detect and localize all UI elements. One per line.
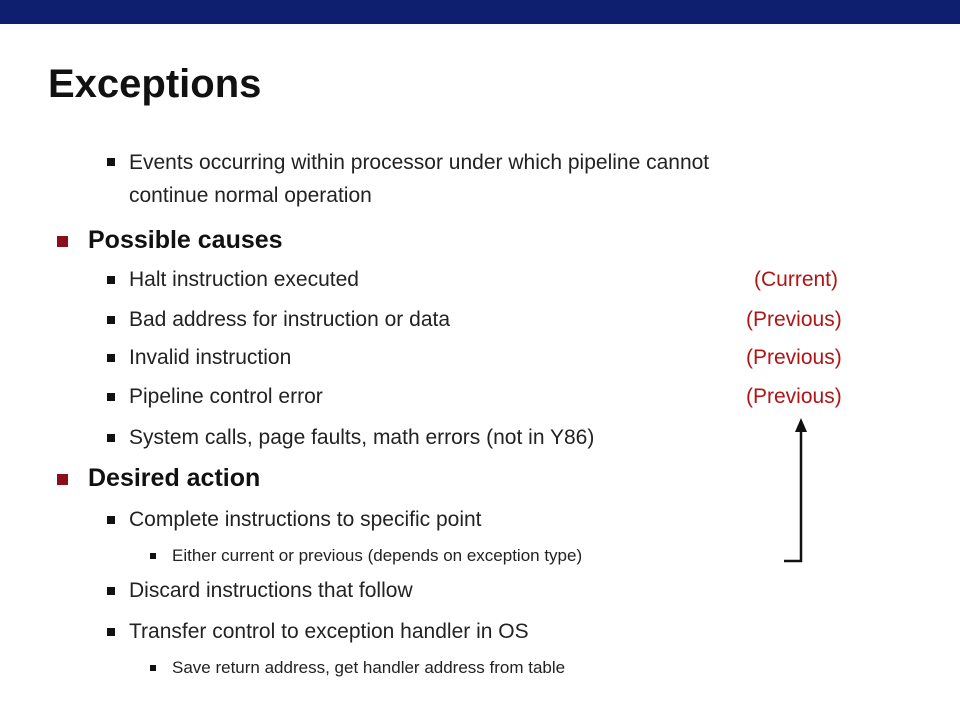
action-subitem-current-previous: Either current or previous (depends on exception type) (172, 546, 583, 565)
square-bullet-icon (107, 516, 115, 524)
slide-title: Exceptions (48, 62, 262, 106)
small-square-bullet-icon (150, 665, 156, 671)
square-bullet-icon (107, 628, 115, 636)
action-item-complete: Complete instructions to specific point (129, 508, 482, 531)
square-bullet-icon (107, 354, 115, 362)
red-square-bullet-icon (57, 474, 68, 485)
cause-tag: (Current) (754, 268, 839, 291)
up-arrow-icon (770, 410, 830, 570)
square-bullet-icon (107, 393, 115, 401)
arrow-head (795, 418, 807, 432)
square-bullet-icon (107, 316, 115, 324)
square-bullet-icon (107, 587, 115, 595)
cause-tag: (Previous) (746, 346, 842, 369)
cause-item: Pipeline control error (129, 385, 323, 408)
red-square-bullet-icon (57, 236, 68, 247)
cause-tag: (Previous) (746, 308, 842, 331)
small-square-bullet-icon (150, 553, 156, 559)
intro-line-2: continue normal operation (129, 184, 372, 207)
action-item-discard: Discard instructions that follow (129, 579, 413, 602)
cause-item: Invalid instruction (129, 346, 292, 369)
action-heading: Desired action (88, 464, 261, 492)
cause-tag: (Previous) (746, 385, 842, 408)
arrow-connector-line (784, 426, 801, 561)
square-bullet-icon (107, 276, 115, 284)
intro-line-1: Events occurring within processor under which pipeline cannot (129, 151, 710, 174)
header-bar (0, 0, 960, 24)
action-subitem-save-return: Save return address, get handler address from table (172, 658, 566, 677)
cause-item: Bad address for instruction or data (129, 308, 451, 331)
square-bullet-icon (107, 434, 115, 442)
causes-heading: Possible causes (88, 226, 283, 254)
cause-item: Halt instruction executed (129, 268, 359, 291)
action-item-transfer: Transfer control to exception handler in OS (129, 620, 529, 643)
cause-item: System calls, page faults, math errors (not in Y86) (129, 426, 595, 449)
square-bullet-icon (107, 158, 115, 166)
